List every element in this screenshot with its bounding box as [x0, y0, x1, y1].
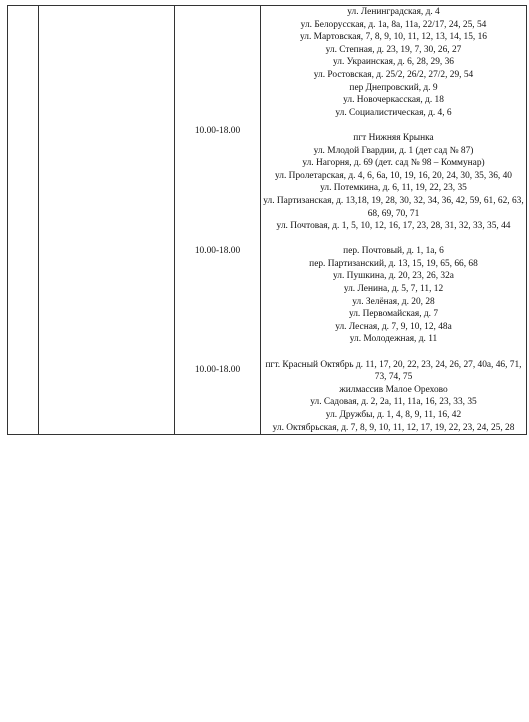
address-line: ул. Белорусская, д. 1а, 8а, 11а, 22/17, 24, 25, 54	[300, 19, 487, 30]
locality-cell	[39, 6, 175, 435]
address-line: пер Днепровский, д. 9	[349, 82, 438, 93]
address-line: ул. Мартовская, 7, 8, 9, 10, 11, 12, 13, 14, 15, 16	[300, 32, 487, 43]
address-line: пер. Партизанский, д. 13, 15, 19, 65, 66, 68	[309, 258, 478, 269]
address-line: ул. Ленинградская, д. 4	[347, 7, 440, 17]
address-line: ул. Молодежная, д. 11	[349, 334, 438, 345]
address-line: ул. Ростовская, д. 25/2, 26/2, 27/2, 29, 54	[313, 69, 474, 80]
address-line: жилмассив Малое Орехово	[339, 384, 448, 395]
address-line: пгт Нижняя Крынка	[353, 132, 434, 143]
address-line: ул. Новочеркасская, д. 18	[343, 95, 444, 106]
address-line: ул. Партизанская, д. 13,18, 19, 28, 30, 32, 34, 36, 42, 59, 61, 62, 63, 68, 69, 70, 71	[263, 195, 524, 219]
address-line: ул. Лесная, д. 7, 9, 10, 12, 48а	[335, 321, 452, 332]
address-cell	[261, 6, 527, 435]
spacer	[261, 346, 526, 359]
address-line: ул. Пушкина, д. 20, 23, 26, 32а	[333, 271, 454, 282]
address-line: ул. Пролетарская, д. 4, 6, 6а, 10, 19, 16, 20, 24, 30, 35, 36, 40	[275, 170, 512, 181]
address-line: ул. Степная, д. 23, 19, 7, 30, 26, 27	[325, 44, 462, 55]
address-line: ул. Садовая, д. 2, 2а, 11, 11а, 16, 23, 33, 35	[310, 397, 477, 408]
address-line: пгт. Красный Октябрь д. 11, 17, 20, 22, 23, 24, 26, 27, 40а, 46, 71, 73, 74, 75	[265, 359, 522, 383]
address-line: ул. Первомайская, д. 7	[348, 309, 439, 320]
time-range: 10.00-18.00	[194, 365, 241, 376]
address-line: ул. Ленина, д. 5, 7, 11, 12	[343, 284, 444, 295]
time-cell	[175, 6, 261, 435]
address-line: пер. Почтовый, д. 1, 1а, 6	[343, 246, 444, 257]
time-range: 10.00-18.00	[194, 245, 241, 256]
address-line: ул. Млодой Гвардии, д. 1 (дет сад № 87)	[313, 145, 474, 156]
time-range: 10.00-18.00	[194, 126, 241, 136]
address-line: ул. Октябрьская, д. 7, 8, 9, 10, 11, 12, 17, 19, 22, 23, 24, 25, 28	[272, 422, 515, 433]
table-row	[8, 6, 527, 435]
number-cell	[8, 6, 39, 435]
spacer	[261, 119, 526, 132]
address-line: ул. Нагорня, д. 69 (дет. сад № 98 – Коммунар)	[302, 158, 485, 169]
address-line: ул. Социалистическая, д. 4, 6	[335, 107, 452, 118]
spacer	[261, 233, 526, 246]
schedule-table	[7, 5, 527, 435]
address-line: ул. Почтовая, д. 1, 5, 10, 12, 16, 17, 23, 28, 31, 32, 33, 35, 44	[276, 221, 511, 232]
address-line: ул. Зелёная, д. 20, 28	[352, 296, 435, 307]
address-line: ул. Украинская, д. 6, 28, 29, 36	[333, 57, 454, 68]
address-line: ул. Потемкина, д. 6, 11, 19, 22, 23, 35	[320, 183, 467, 194]
address-line: ул. Дружбы, д. 1, 4, 8, 9, 11, 16, 42	[325, 410, 462, 420]
